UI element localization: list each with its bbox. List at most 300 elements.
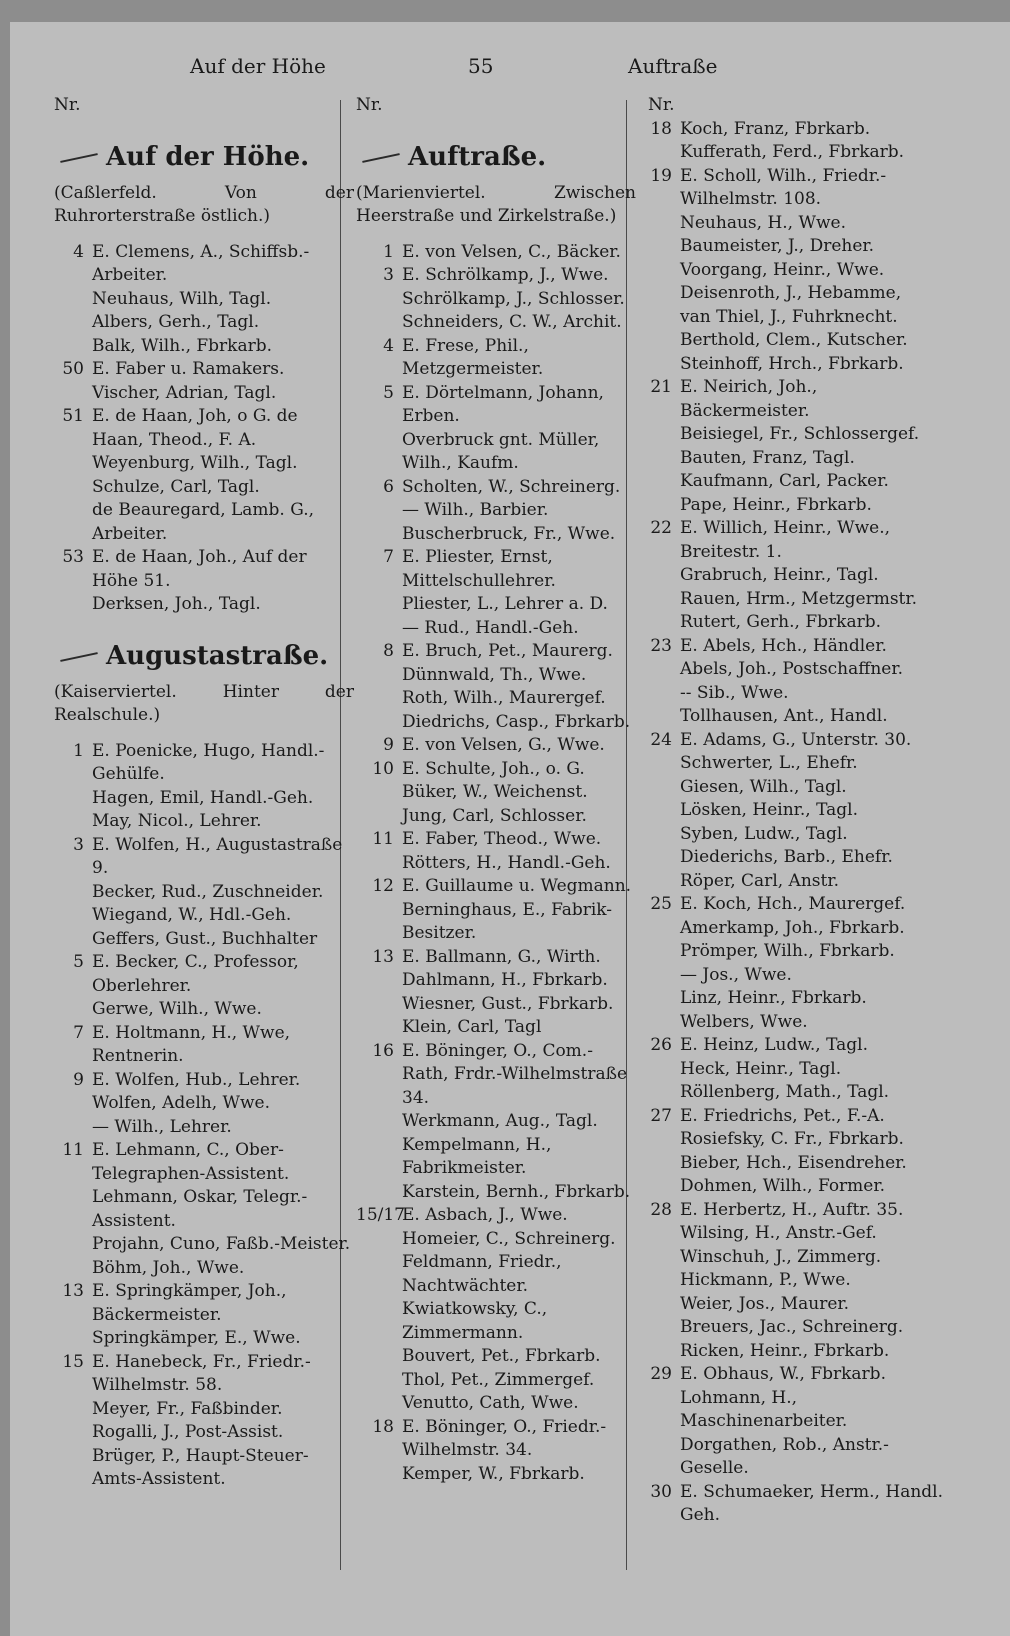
- house-number: [356, 805, 402, 829]
- resident-text: Kwiatkowsky, C., Zimmermann.: [402, 1299, 548, 1343]
- house-number: [54, 452, 92, 476]
- house-number: [648, 282, 680, 306]
- resident-text: E. Poenicke, Hugo, Handl.-Gehülfe.: [92, 740, 325, 784]
- resident-entry: [648, 658, 950, 682]
- resident-text: Lösken, Heinr., Tagl.: [680, 800, 858, 820]
- resident-text: Diedrichs, Casp., Fbrkarb.: [402, 711, 631, 732]
- resident-text: Heck, Heinr., Tagl.: [680, 1058, 842, 1079]
- resident-text: E. de Haan, Joh., Auf der Höhe 51.: [92, 547, 307, 591]
- resident-entry: [54, 546, 354, 593]
- house-number: 4: [383, 335, 394, 356]
- resident-entry: [648, 870, 950, 894]
- resident-entry: [356, 499, 636, 523]
- resident-entry: [648, 799, 950, 823]
- house-number: [54, 810, 92, 834]
- house-number: [648, 1316, 680, 1340]
- resident-entry: [648, 1175, 950, 1199]
- house-number: [648, 658, 680, 682]
- resident-text: Kempelmann, H., Fabrikmeister.: [402, 1134, 552, 1178]
- resident-entry: [356, 1369, 636, 1393]
- resident-entry: [54, 405, 354, 452]
- resident-entry: [648, 306, 950, 330]
- resident-text: Neuhaus, Wilh, Tagl.: [92, 288, 272, 309]
- resident-text: E. Schrölkamp, J., Wwe.: [402, 265, 609, 285]
- resident-entry: [648, 1081, 950, 1105]
- resident-text: E. Böninger, O., Com.-Rath, Frdr.-Wilhelmstraße 34.: [402, 1040, 628, 1108]
- house-number: [648, 1246, 680, 1270]
- house-number: 18: [650, 118, 672, 139]
- resident-text: Meyer, Fr., Faßbinder.: [92, 1398, 283, 1419]
- resident-entry: [356, 523, 636, 547]
- resident-text: Scholten, W., Schreinerg.: [402, 476, 621, 497]
- house-number: [648, 1175, 680, 1199]
- resident-text: E. Faber u. Ramakers.: [92, 359, 285, 379]
- house-number: 30: [650, 1481, 672, 1502]
- resident-entry: [648, 212, 950, 236]
- resident-entry: [648, 1152, 950, 1176]
- resident-entry: [356, 1134, 636, 1181]
- resident-text: E. Faber, Theod., Wwe.: [402, 829, 602, 849]
- resident-text: Klein, Carl, Tagl: [402, 1017, 542, 1037]
- resident-entry: [648, 893, 950, 917]
- resident-entry: [648, 447, 950, 471]
- resident-entry: [356, 993, 636, 1017]
- nr-label: Nr.: [648, 95, 675, 115]
- house-number: [648, 353, 680, 377]
- resident-entry: [648, 1199, 950, 1223]
- page-number: 55: [468, 54, 494, 78]
- resident-entry: [54, 1445, 354, 1492]
- house-number: [356, 1369, 402, 1393]
- resident-entry: [648, 1128, 950, 1152]
- house-number: 24: [650, 729, 672, 750]
- house-number: [648, 823, 680, 847]
- house-number: [648, 329, 680, 353]
- resident-entry: [356, 264, 636, 288]
- resident-text: Schrölkamp, J., Schlosser.: [402, 288, 625, 309]
- resident-text: Dohmen, Wilh., Former.: [680, 1176, 886, 1196]
- house-number: 4: [73, 241, 84, 262]
- resident-text: E. Hanebeck, Fr., Friedr.-Wilhelmstr. 58.: [92, 1351, 311, 1395]
- resident-entry: [648, 494, 950, 518]
- resident-entry: [356, 335, 636, 382]
- house-number: 5: [383, 382, 394, 403]
- resident-text: E. Holtmann, H., Wwe, Rentnerin.: [92, 1022, 291, 1066]
- house-number: [54, 382, 92, 406]
- resident-text: Jung, Carl, Schlosser.: [402, 805, 587, 826]
- resident-text: E. Scholl, Wilh., Friedr.-Wilhelmstr. 108.: [680, 165, 887, 209]
- resident-entry: [356, 1251, 636, 1298]
- resident-text: E. Neirich, Joh., Bäckermeister.: [680, 377, 818, 421]
- street-heading: Auf der Höhe.: [54, 140, 354, 174]
- column-3: [648, 94, 950, 1528]
- resident-text: Röllenberg, Math., Tagl.: [680, 1082, 890, 1102]
- resident-entry: [54, 311, 354, 335]
- resident-text: Vischer, Adrian, Tagl.: [92, 382, 277, 403]
- resident-text: — Wilh., Barbier.: [402, 500, 549, 520]
- resident-entry: [356, 311, 636, 335]
- resident-entry: [54, 499, 354, 546]
- resident-entry: [54, 452, 354, 476]
- house-number: [648, 470, 680, 494]
- resident-text: E. von Velsen, C., Bäcker.: [402, 241, 621, 262]
- resident-text: Wolfen, Adelh, Wwe.: [92, 1093, 271, 1113]
- street-heading: Auftraße.: [356, 140, 636, 174]
- resident-text: Karstein, Bernh., Fbrkarb.: [402, 1181, 631, 1202]
- resident-text: Rutert, Gerh., Fbrkarb.: [680, 612, 881, 632]
- house-number: 51: [62, 406, 84, 426]
- resident-entry: [648, 964, 950, 988]
- resident-text: Abels, Joh., Postschaffner.: [680, 659, 904, 679]
- resident-entry: [356, 899, 636, 946]
- resident-entry: [648, 1434, 950, 1481]
- resident-text: Projahn, Cuno, Faßb.-Meister.: [92, 1234, 351, 1254]
- column-2: [356, 94, 636, 1486]
- resident-text: — Jos., Wwe.: [680, 964, 792, 985]
- resident-entry: [648, 329, 950, 353]
- resident-entry: [356, 1416, 636, 1463]
- house-number: [356, 1392, 402, 1416]
- resident-text: E. de Haan, Joh, o G. de Haan, Theod., F. A.: [92, 406, 298, 450]
- resident-entry: [356, 946, 636, 970]
- resident-text: -- Sib., Wwe.: [680, 682, 789, 703]
- house-number: [356, 1298, 402, 1345]
- resident-text: E. Heinz, Ludw., Tagl.: [680, 1035, 868, 1055]
- house-number: [356, 523, 402, 547]
- resident-entry: [648, 987, 950, 1011]
- resident-entry: [356, 1345, 636, 1369]
- house-number: [54, 998, 92, 1022]
- street-heading: Augustastraße.: [54, 639, 354, 673]
- resident-text: Overbruck gnt. Müller, Wilh., Kaufm.: [402, 429, 600, 473]
- resident-entry: [54, 904, 354, 928]
- resident-text: E. Koch, Hch., Maurergef.: [680, 894, 906, 914]
- resident-entry: [356, 875, 636, 899]
- resident-text: E. Lehmann, C., Ober-Telegraphen-Assistent.: [92, 1140, 290, 1184]
- house-number: 3: [73, 834, 84, 855]
- house-number: [648, 447, 680, 471]
- resident-text: Werkmann, Aug., Tagl.: [402, 1111, 598, 1131]
- resident-text: Deisenroth, J., Hebamme,: [680, 283, 902, 303]
- resident-entry: [648, 1293, 950, 1317]
- resident-entry: [356, 241, 636, 265]
- house-number: 5: [73, 952, 84, 972]
- resident-entry: [356, 664, 636, 688]
- house-number: [356, 1016, 402, 1040]
- house-number: 11: [372, 829, 394, 849]
- house-number: 1: [383, 241, 394, 262]
- running-header-left: Auf der Höhe: [190, 54, 326, 78]
- resident-entry: [54, 951, 354, 998]
- house-number: [648, 306, 680, 330]
- resident-entry: [356, 1204, 636, 1228]
- house-number: [356, 1463, 402, 1487]
- house-number: [356, 852, 402, 876]
- house-number: [54, 476, 92, 500]
- resident-text: Buscherbruck, Fr., Wwe.: [402, 523, 616, 544]
- house-number: 9: [73, 1069, 84, 1090]
- house-number: [648, 1269, 680, 1293]
- house-number: [648, 611, 680, 635]
- house-number: [54, 928, 92, 952]
- resident-text: Schwerter, L., Ehefr.: [680, 753, 858, 773]
- resident-text: Breuers, Jac., Schreinerg.: [680, 1317, 904, 1337]
- resident-text: Kemper, W., Fbrkarb.: [402, 1463, 585, 1484]
- house-number: [648, 776, 680, 800]
- house-number: [648, 940, 680, 964]
- house-number: [54, 1257, 92, 1281]
- house-number: [54, 787, 92, 811]
- resident-text: Rosiefsky, C. Fr., Fbrkarb.: [680, 1129, 904, 1149]
- resident-entry: [54, 787, 354, 811]
- house-number: 23: [650, 635, 672, 656]
- house-number: [648, 1058, 680, 1082]
- resident-entry: [356, 1463, 636, 1487]
- house-number: [356, 1181, 402, 1205]
- resident-text: Ricken, Heinr., Fbrkarb.: [680, 1340, 890, 1361]
- resident-entry: [356, 711, 636, 735]
- house-number: [648, 705, 680, 729]
- resident-entry: [648, 940, 950, 964]
- directory-page: [10, 22, 1010, 1636]
- resident-text: May, Nicol., Lehrer.: [92, 811, 262, 831]
- resident-text: Rauen, Hrm., Metzgermstr.: [680, 588, 918, 609]
- resident-entry: [54, 881, 354, 905]
- house-number: 7: [73, 1022, 84, 1043]
- house-number: [648, 917, 680, 941]
- street-description: (Caßlerfeld. Von der Ruhrorterstraße östlich.): [54, 182, 354, 226]
- house-number: [648, 1011, 680, 1035]
- resident-text: Giesen, Wilh., Tagl.: [680, 776, 847, 797]
- resident-entry: [356, 687, 636, 711]
- resident-text: Linz, Heinr., Fbrkarb.: [680, 988, 867, 1008]
- resident-text: Baumeister, J., Dreher.: [680, 236, 875, 256]
- resident-entry: [648, 470, 950, 494]
- resident-entry: [648, 682, 950, 706]
- house-number: [356, 1228, 402, 1252]
- resident-entry: [648, 1246, 950, 1270]
- resident-text: Wilsing, H., Anstr.-Gef.: [680, 1223, 877, 1243]
- resident-entry: [356, 640, 636, 664]
- resident-text: Büker, W., Weichenst.: [402, 782, 588, 802]
- resident-text: Weyenburg, Wilh., Tagl.: [92, 453, 298, 473]
- resident-entry: [54, 1069, 354, 1093]
- resident-text: Derksen, Joh., Tagl.: [92, 594, 261, 614]
- resident-entry: [648, 823, 950, 847]
- resident-text: — Wilh., Lehrer.: [92, 1116, 232, 1137]
- resident-text: Dahlmann, H., Fbrkarb.: [402, 970, 608, 990]
- resident-text: E. Obhaus, W., Fbrkarb.: [680, 1364, 886, 1384]
- nr-label: Nr.: [54, 95, 81, 115]
- house-number: [648, 799, 680, 823]
- resident-text: Prömper, Wilh., Fbrkarb.: [680, 941, 895, 961]
- resident-text: Hickmann, P., Wwe.: [680, 1270, 851, 1290]
- house-number: [648, 141, 680, 165]
- resident-text: — Rud., Handl.-Geh.: [402, 617, 579, 638]
- resident-text: E. Böninger, O., Friedr.-Wilhelmstr. 34.: [402, 1416, 607, 1460]
- resident-text: Berthold, Clem., Kutscher.: [680, 330, 908, 350]
- resident-entry: [356, 1016, 636, 1040]
- resident-text: E. Ballmann, G., Wirth.: [402, 946, 601, 967]
- resident-entry: [356, 429, 636, 476]
- resident-entry: [648, 776, 950, 800]
- resident-text: Geffers, Gust., Buchhalter: [92, 928, 318, 949]
- resident-entry: [648, 376, 950, 423]
- resident-entry: [648, 1269, 950, 1293]
- house-number: [356, 899, 402, 946]
- resident-text: van Thiel, J., Fuhrknecht.: [680, 306, 898, 327]
- house-number: [54, 593, 92, 617]
- resident-entry: [648, 1340, 950, 1364]
- resident-entry: [54, 476, 354, 500]
- resident-text: E. Schumaeker, Herm., Handl. Geh.: [680, 1481, 944, 1525]
- resident-text: Thol, Pet., Zimmergef.: [402, 1369, 595, 1390]
- house-number: [356, 429, 402, 476]
- resident-text: Koch, Franz, Fbrkarb.: [680, 118, 871, 139]
- house-number: [648, 1152, 680, 1176]
- resident-entry: [54, 335, 354, 359]
- resident-entry: [648, 1387, 950, 1434]
- house-number: 11: [62, 1140, 84, 1160]
- house-number: [54, 288, 92, 312]
- resident-entry: [648, 564, 950, 588]
- resident-text: E. Becker, C., Professor, Oberlehrer.: [92, 952, 299, 996]
- resident-text: Brüger, P., Haupt-Steuer-Amts-Assistent.: [92, 1445, 309, 1489]
- house-number: [648, 235, 680, 259]
- resident-text: Kaufmann, Carl, Packer.: [680, 471, 889, 491]
- resident-text: E. Wolfen, H., Augustastraße 9.: [92, 834, 343, 878]
- resident-entry: [356, 1181, 636, 1205]
- resident-entry: [54, 928, 354, 952]
- resident-text: Rogalli, J., Post-Assist.: [92, 1422, 284, 1442]
- resident-text: Wiesner, Gust., Fbrkarb.: [402, 993, 614, 1014]
- house-number: [54, 311, 92, 335]
- house-number: [356, 593, 402, 617]
- house-number: [356, 1134, 402, 1181]
- house-number: [356, 499, 402, 523]
- resident-entry: [356, 382, 636, 429]
- resident-entry: [648, 141, 950, 165]
- house-number: [54, 1421, 92, 1445]
- house-number: 53: [62, 547, 84, 567]
- house-number: [648, 1387, 680, 1434]
- house-number: [54, 1398, 92, 1422]
- resident-entry: [356, 476, 636, 500]
- resident-entry: [54, 288, 354, 312]
- resident-text: Pape, Heinr., Fbrkarb.: [680, 494, 872, 515]
- resident-entry: [356, 288, 636, 312]
- resident-text: E. Adams, G., Unterstr. 30.: [680, 729, 912, 750]
- resident-text: Pliester, L., Lehrer a. D.: [402, 594, 608, 614]
- resident-text: E. Schulte, Joh., o. G.: [402, 758, 585, 779]
- resident-text: Winschuh, J., Zimmerg.: [680, 1246, 882, 1267]
- house-number: [54, 1092, 92, 1116]
- resident-entry: [648, 235, 950, 259]
- resident-entry: [356, 617, 636, 641]
- resident-entry: [54, 241, 354, 288]
- street-description: (Kaiserviertel. Hinter der Realschule.): [54, 681, 354, 725]
- house-number: 28: [650, 1199, 672, 1220]
- resident-entry: [356, 1298, 636, 1345]
- resident-text: Albers, Gerh., Tagl.: [92, 312, 260, 332]
- house-number: 19: [650, 165, 672, 186]
- resident-entry: [356, 1110, 636, 1134]
- resident-entry: [648, 729, 950, 753]
- resident-text: Grabruch, Heinr., Tagl.: [680, 565, 879, 585]
- house-number: [648, 1128, 680, 1152]
- house-number: 15: [62, 1351, 84, 1372]
- resident-entry: [54, 1233, 354, 1257]
- resident-text: Neuhaus, H., Wwe.: [680, 212, 846, 233]
- resident-entry: [356, 828, 636, 852]
- house-number: 18: [372, 1416, 394, 1437]
- house-number: [54, 1445, 92, 1492]
- house-number: [356, 993, 402, 1017]
- house-number: [54, 1116, 92, 1140]
- house-number: [356, 1345, 402, 1369]
- resident-entry: [54, 810, 354, 834]
- resident-text: Weier, Jos., Maurer.: [680, 1293, 850, 1314]
- house-number: [648, 588, 680, 612]
- running-header-right: Auftraße: [628, 54, 718, 78]
- house-number: [648, 1434, 680, 1481]
- resident-entry: [356, 969, 636, 993]
- resident-entry: [648, 423, 950, 447]
- house-number: 8: [383, 641, 394, 661]
- resident-text: Lohmann, H., Maschinenarbeiter.: [680, 1387, 848, 1431]
- house-number: [648, 682, 680, 706]
- resident-text: Diederichs, Barb., Ehefr.: [680, 847, 893, 867]
- resident-text: E. Friedrichs, Pet., F.-A.: [680, 1105, 885, 1126]
- resident-text: Bauten, Franz, Tagl.: [680, 447, 855, 468]
- resident-text: Dünnwald, Th., Wwe.: [402, 664, 587, 685]
- house-number: 50: [62, 359, 84, 379]
- resident-entry: [54, 1116, 354, 1140]
- resident-entry: [648, 588, 950, 612]
- house-number: [54, 499, 92, 546]
- resident-entry: [54, 1022, 354, 1069]
- resident-entry: [648, 1058, 950, 1082]
- resident-text: E. von Velsen, G., Wwe.: [402, 735, 605, 755]
- resident-text: de Beauregard, Lamb. G., Arbeiter.: [92, 500, 315, 544]
- house-number: [356, 1110, 402, 1134]
- house-number: [54, 1327, 92, 1351]
- resident-entry: [648, 282, 950, 306]
- resident-text: Dorgathen, Rob., Anstr.-Geselle.: [680, 1434, 889, 1478]
- resident-text: E. Clemens, A., Schiffsb.-Arbeiter.: [92, 241, 310, 285]
- resident-text: Gerwe, Wilh., Wwe.: [92, 999, 262, 1019]
- house-number: 9: [383, 735, 394, 755]
- resident-text: Homeier, C., Schreinerg.: [402, 1228, 616, 1249]
- resident-text: Böhm, Joh., Wwe.: [92, 1257, 245, 1278]
- house-number: 6: [383, 476, 394, 497]
- resident-entry: [54, 1092, 354, 1116]
- resident-entry: [648, 846, 950, 870]
- house-number: [648, 564, 680, 588]
- resident-entry: [648, 165, 950, 212]
- house-number: [356, 288, 402, 312]
- resident-entry: [54, 998, 354, 1022]
- house-number: [648, 494, 680, 518]
- resident-entry: [54, 382, 354, 406]
- house-number: [648, 752, 680, 776]
- resident-entry: [356, 852, 636, 876]
- house-number: 3: [383, 265, 394, 285]
- resident-text: E. Willich, Heinr., Wwe., Breitestr. 1.: [680, 518, 891, 562]
- resident-entry: [54, 1280, 354, 1327]
- resident-text: E. Abels, Hch., Händler.: [680, 635, 887, 656]
- resident-entry: [648, 1316, 950, 1340]
